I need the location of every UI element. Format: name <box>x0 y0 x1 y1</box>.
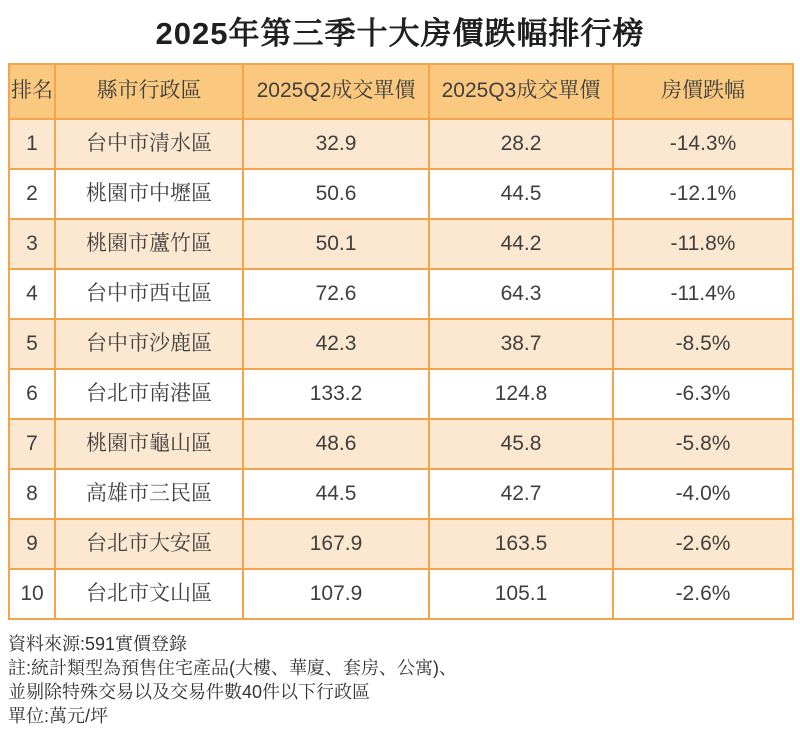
district-cell: 桃園市龜山區 <box>55 419 243 469</box>
q2-price-cell: 167.9 <box>243 519 429 569</box>
rank-cell: 1 <box>9 119 55 169</box>
rank-cell: 10 <box>9 569 55 619</box>
q3-price-cell: 44.5 <box>429 169 613 219</box>
drop-cell: -2.6% <box>613 569 793 619</box>
table-row <box>9 319 793 369</box>
q3-price-cell: 163.5 <box>429 519 613 569</box>
rank-cell: 6 <box>9 369 55 419</box>
drop-cell: -14.3% <box>613 119 793 169</box>
drop-cell: -12.1% <box>613 169 793 219</box>
q2-price-cell: 72.6 <box>243 269 429 319</box>
ranking-table <box>8 63 794 620</box>
district-cell: 台北市南港區 <box>55 369 243 419</box>
rank-cell: 7 <box>9 419 55 469</box>
district-cell: 台中市沙鹿區 <box>55 319 243 369</box>
table-row <box>9 169 793 219</box>
drop-cell: -6.3% <box>613 369 793 419</box>
q3-price-cell: 105.1 <box>429 569 613 619</box>
district-cell: 台北市文山區 <box>55 569 243 619</box>
q3-price-cell: 42.7 <box>429 469 613 519</box>
district-cell: 台中市西屯區 <box>55 269 243 319</box>
table-row <box>9 419 793 469</box>
q2-price-cell: 50.1 <box>243 219 429 269</box>
q3-price-cell: 44.2 <box>429 219 613 269</box>
q3-price-cell: 38.7 <box>429 319 613 369</box>
rank-cell: 4 <box>9 269 55 319</box>
header-district: 縣市行政區 <box>55 64 243 119</box>
header-row <box>9 64 793 119</box>
q3-price-cell: 64.3 <box>429 269 613 319</box>
district-cell: 台北市大安區 <box>55 519 243 569</box>
header-q3-price: 2025Q3成交單價 <box>429 64 613 119</box>
table-row <box>9 519 793 569</box>
page-title: 2025年第三季十大房價跌幅排行榜 <box>155 16 645 51</box>
table-row <box>9 119 793 169</box>
district-cell: 桃園市蘆竹區 <box>55 219 243 269</box>
q2-price-cell: 44.5 <box>243 469 429 519</box>
drop-cell: -5.8% <box>613 419 793 469</box>
drop-cell: -2.6% <box>613 519 793 569</box>
rank-cell: 9 <box>9 519 55 569</box>
rank-cell: 8 <box>9 469 55 519</box>
table-row <box>9 469 793 519</box>
table-row <box>9 569 793 619</box>
drop-cell: -8.5% <box>613 319 793 369</box>
q2-price-cell: 32.9 <box>243 119 429 169</box>
header-rank: 排名 <box>9 64 55 119</box>
header-drop: 房價跌幅 <box>613 64 793 119</box>
table-row <box>9 269 793 319</box>
statistics-note-line1: 註:統計類型為預售住宅產品(大樓、華廈、套房、公寓)、 <box>8 658 457 679</box>
district-cell: 高雄市三民區 <box>55 469 243 519</box>
statistics-note-line2: 並剔除特殊交易以及交易件數40件以下行政區 <box>8 682 371 703</box>
q3-price-cell: 28.2 <box>429 119 613 169</box>
drop-cell: -11.8% <box>613 219 793 269</box>
source-note: 資料來源:591實價登錄 <box>8 634 188 654</box>
q2-price-cell: 107.9 <box>243 569 429 619</box>
rank-cell: 5 <box>9 319 55 369</box>
table-row <box>9 219 793 269</box>
table-row <box>9 369 793 419</box>
q2-price-cell: 48.6 <box>243 419 429 469</box>
district-cell: 台中市清水區 <box>55 119 243 169</box>
q2-price-cell: 50.6 <box>243 169 429 219</box>
header-q2-price: 2025Q2成交單價 <box>243 64 429 119</box>
q2-price-cell: 42.3 <box>243 319 429 369</box>
rank-cell: 3 <box>9 219 55 269</box>
q3-price-cell: 45.8 <box>429 419 613 469</box>
footnotes <box>8 632 800 728</box>
drop-cell: -11.4% <box>613 269 793 319</box>
drop-cell: -4.0% <box>613 469 793 519</box>
unit-note: 單位:萬元/坪 <box>8 706 109 727</box>
district-cell: 桃園市中壢區 <box>55 169 243 219</box>
q3-price-cell: 124.8 <box>429 369 613 419</box>
rank-cell: 2 <box>9 169 55 219</box>
q2-price-cell: 133.2 <box>243 369 429 419</box>
